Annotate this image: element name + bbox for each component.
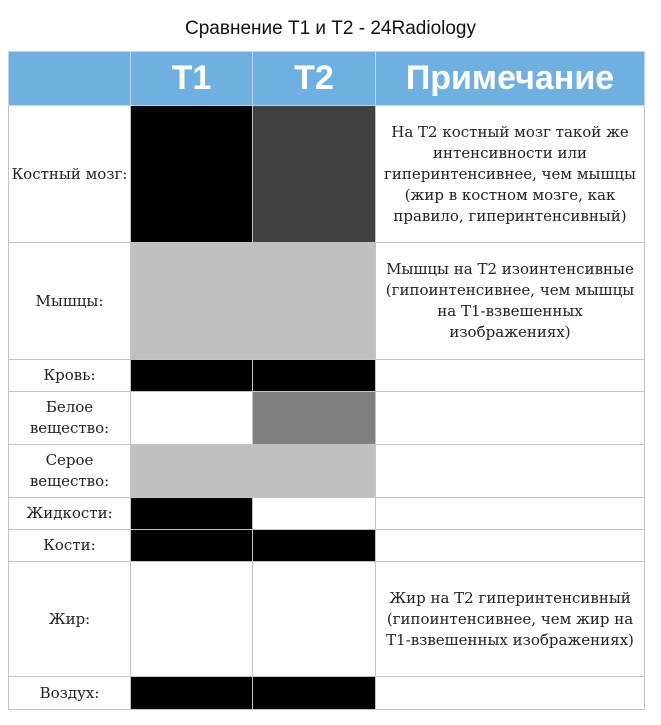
- t1-intensity-swatch: [131, 530, 253, 562]
- t2-intensity-swatch: [253, 392, 376, 445]
- row-note: [376, 445, 645, 498]
- table-row: [9, 562, 645, 677]
- row-label: Воздух:: [9, 677, 131, 710]
- table-row: [9, 243, 645, 360]
- table-row: [9, 530, 645, 562]
- row-label: Белое вещество:: [9, 392, 131, 445]
- t2-intensity-swatch: [253, 530, 376, 562]
- table-row: [9, 106, 645, 243]
- row-note: [376, 530, 645, 562]
- row-note: На Т2 костный мозг такой же интенсивности или гиперинтенсивнее, чем мышцы (жир в костном мозге, как правило, гиперинтенсивный): [376, 106, 645, 243]
- row-note: [376, 392, 645, 445]
- table-row: [9, 498, 645, 530]
- t1-intensity-swatch: [131, 562, 253, 677]
- row-label: Кровь:: [9, 360, 131, 392]
- t2-intensity-swatch: [253, 360, 376, 392]
- t1-intensity-swatch: [131, 498, 253, 530]
- row-note: [376, 498, 645, 530]
- t1-t2-intensity-swatch: [131, 243, 376, 360]
- comparison-table: [8, 51, 645, 710]
- t1-intensity-swatch: [131, 677, 253, 710]
- t1-intensity-swatch: [131, 106, 253, 243]
- header-blank: [9, 52, 131, 106]
- t2-intensity-swatch: [253, 106, 376, 243]
- table-row: [9, 392, 645, 445]
- header-note: Примечание: [376, 52, 645, 106]
- row-note: Жир на Т2 гиперинтенсивный (гипоинтенсивнее, чем жир на Т1-взвешенных изображениях): [376, 562, 645, 677]
- table-row: [9, 445, 645, 498]
- t1-intensity-swatch: [131, 360, 253, 392]
- t1-intensity-swatch: [131, 392, 253, 445]
- row-label: Мышцы:: [9, 243, 131, 360]
- row-label: Костный мозг:: [9, 106, 131, 243]
- t2-intensity-swatch: [253, 677, 376, 710]
- header-row: [9, 52, 645, 106]
- table-row: [9, 360, 645, 392]
- t2-intensity-swatch: [253, 562, 376, 677]
- row-note: [376, 677, 645, 710]
- header-t2: T2: [253, 52, 376, 106]
- row-note: [376, 360, 645, 392]
- row-label: Жидкости:: [9, 498, 131, 530]
- t1-t2-intensity-swatch: [131, 445, 376, 498]
- row-label: Серое вещество:: [9, 445, 131, 498]
- row-label: Жир:: [9, 562, 131, 677]
- t2-intensity-swatch: [253, 498, 376, 530]
- table-row: [9, 677, 645, 710]
- header-t1: T1: [131, 52, 253, 106]
- row-label: Кости:: [9, 530, 131, 562]
- row-note: Мышцы на Т2 изоинтенсивные (гипоинтенсивнее, чем мышцы на Т1-взвешенных изображениях): [376, 243, 645, 360]
- page-title: Сравнение Т1 и Т2 - 24Radiology: [185, 18, 476, 39]
